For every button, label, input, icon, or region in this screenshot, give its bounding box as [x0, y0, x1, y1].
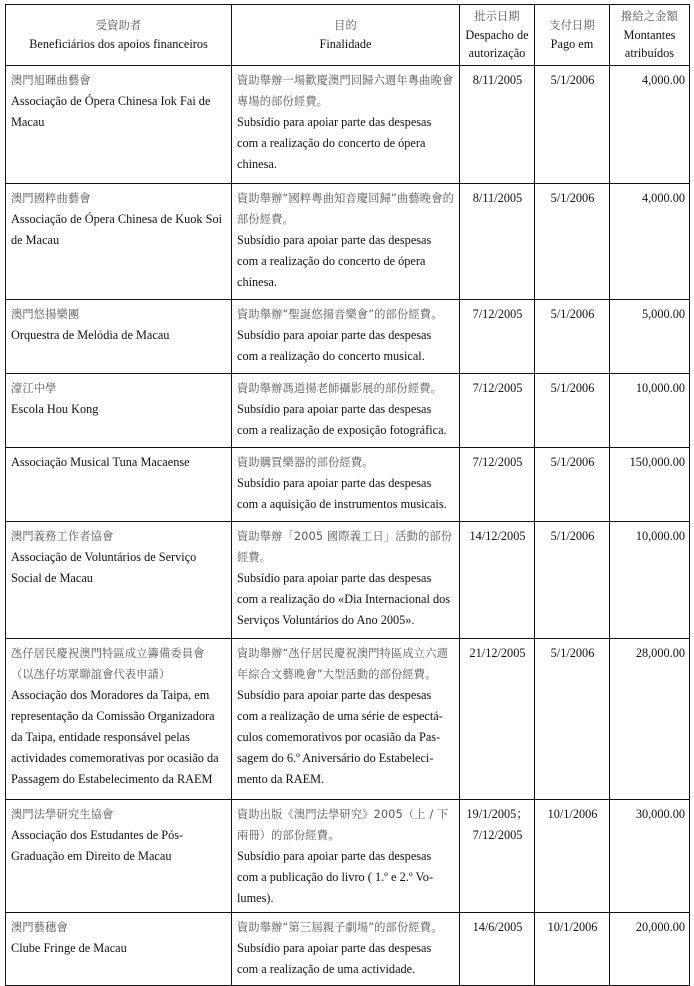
purpose-cell: [232, 66, 460, 184]
purpose-pt: Subsídio para apoiar parte das despesas com a publicação do livro ( 1.º e 2.º Volumes).: [237, 849, 434, 905]
table-row: [6, 913, 690, 986]
purpose-cell: [232, 300, 460, 374]
purpose-zh: 資助購買樂器的部份經費。: [237, 456, 374, 469]
purpose-pt: Subsídio para apoiar parte das despesas com a realização de uma série de espectáculos comemorativos por ocasião da Passagem do 6.º Aniversário do Estabelecimento da RAEM.: [237, 688, 443, 786]
purpose-zh: 資助舉辦“第三屆親子劇場”的部份經費。: [237, 921, 443, 934]
amount-cell: 30,000.00: [610, 800, 690, 913]
beneficiary-pt: Escola Hou Kong: [11, 402, 99, 416]
purpose-zh: 資助舉辦“聖誕悠揚音樂會”的部份經費。: [237, 308, 443, 321]
purpose-pt: Subsídio para apoiar parte das despesas com a aquisição de instrumentos musicais.: [237, 476, 447, 511]
purpose-zh: 資助舉辦「2005 國際義工日」活動的部份經費。: [237, 530, 453, 564]
table-row: [6, 66, 690, 184]
beneficiary-zh: 澳門旭暉曲藝會: [11, 74, 91, 87]
purpose-cell: [232, 522, 460, 639]
beneficiary-zh: 澳門藝穗會: [11, 921, 68, 934]
amount-cell: 5,000.00: [610, 300, 690, 374]
amount-cell: 4,000.00: [610, 184, 690, 300]
paid-on-cell: 5/1/2006: [535, 374, 610, 448]
purpose-zh: 資助舉辦一場歡慶澳門回歸六週年粵曲晚會專場的部份經費。: [237, 74, 454, 108]
beneficiary-zh: 澳門義務工作者協會: [11, 530, 114, 543]
header-row: [6, 5, 690, 66]
header-paid-on: [535, 5, 610, 66]
beneficiary-zh: 澳門國粹曲藝會: [11, 192, 91, 205]
table-row: [6, 374, 690, 448]
paid-on-cell: 5/1/2006: [535, 639, 610, 800]
header-amount-pt: Montantes atribuídos: [623, 28, 676, 60]
header-authorization-date: [460, 5, 535, 66]
table-row: [6, 800, 690, 913]
paid-on-cell: 5/1/2006: [535, 300, 610, 374]
purpose-cell: [232, 639, 460, 800]
paid-on-cell: 5/1/2006: [535, 184, 610, 300]
header-amount: [610, 5, 690, 66]
beneficiary-pt: Associação de Ópera Chinesa Iok Fai de Macau: [11, 94, 211, 129]
purpose-cell: [232, 374, 460, 448]
table-row: [6, 522, 690, 639]
purpose-pt: Subsídio para apoiar parte das despesas com a realização de uma actividade.: [237, 941, 432, 976]
amount-cell: 20,000.00: [610, 913, 690, 986]
beneficiary-cell: [6, 800, 232, 913]
beneficiary-cell: [6, 374, 232, 448]
beneficiary-pt: Associação dos Moradores da Taipa, em representação da Comissão Organizadora da Taipa, entidade responsável pelas actividades comemorativas por ocasião da Passagem do Estabelecimento da RAEM: [11, 688, 219, 786]
paid-on-cell: 5/1/2006: [535, 66, 610, 184]
purpose-zh: 資助舉辦馮道揚老師攝影展的部份經費。: [237, 382, 442, 395]
amount-cell: 150,000.00: [610, 448, 690, 522]
header-beneficiary-zh: 受資助者: [95, 19, 142, 32]
beneficiary-pt: Associação dos Estudantes de Pós-Graduação em Direito de Macau: [11, 828, 184, 863]
beneficiary-zh-note: （以氹仔坊眾聯誼會代表申請）: [11, 668, 171, 681]
authorization-date-cell: 7/12/2005: [460, 448, 535, 522]
header-beneficiary-pt: Beneficiários dos apoios financeiros: [29, 37, 208, 51]
paid-on-cell: 10/1/2006: [535, 800, 610, 913]
beneficiary-pt: Clube Fringe de Macau: [11, 941, 127, 955]
authorization-date-cell: 8/11/2005: [460, 66, 535, 184]
amount-cell: 28,000.00: [610, 639, 690, 800]
header-authorization-date-pt: Despacho de autorização: [465, 28, 529, 60]
purpose-pt: Subsídio para apoiar parte das despesas com a realização de exposição fotográfica.: [237, 402, 447, 437]
beneficiary-cell: [6, 913, 232, 986]
authorization-date-cell: 8/11/2005: [460, 184, 535, 300]
header-purpose-zh: 目的: [334, 19, 357, 32]
header-amount-zh: 撥給之金額: [621, 10, 678, 23]
purpose-pt: Subsídio para apoiar parte das despesas com a realização do concerto musical.: [237, 328, 432, 363]
paid-on-cell: 5/1/2006: [535, 522, 610, 639]
amount-cell: 4,000.00: [610, 66, 690, 184]
header-paid-on-zh: 支付日期: [549, 19, 595, 32]
header-beneficiary: [6, 5, 232, 66]
header-purpose-pt: Finalidade: [319, 37, 372, 51]
authorization-date-cell: 14/6/2005: [460, 913, 535, 986]
beneficiary-zh: 氹仔居民慶祝澳門特區成立籌備委員會: [11, 647, 205, 660]
authorization-date-cell: 7/12/2005: [460, 300, 535, 374]
authorization-date-cell: 21/12/2005: [460, 639, 535, 800]
purpose-cell: [232, 913, 460, 986]
purpose-pt: Subsídio para apoiar parte das despesas com a realização do concerto de ópera chinesa.: [237, 233, 432, 289]
purpose-cell: [232, 184, 460, 300]
amount-cell: 10,000.00: [610, 522, 690, 639]
beneficiary-cell: [6, 66, 232, 184]
beneficiary-pt: Associação Musical Tuna Macaense: [11, 455, 190, 469]
grants-table: [5, 4, 690, 986]
table-row: [6, 448, 690, 522]
purpose-zh: 資助出版《澳門法學研究》2005（上 / 下兩冊）的部份經費。: [237, 808, 449, 842]
header-paid-on-pt: Pago em: [550, 37, 594, 51]
beneficiary-cell: [6, 300, 232, 374]
beneficiary-cell: [6, 522, 232, 639]
beneficiary-zh: 澳門法學研究生協會: [11, 808, 114, 821]
purpose-pt: Subsídio para apoiar parte das despesas com a realização do concerto de ópera chinesa.: [237, 115, 432, 171]
beneficiary-pt: Associação de Voluntários de Serviço Social de Macau: [11, 550, 197, 585]
header-purpose: [232, 5, 460, 66]
purpose-zh: 資助舉辦“國粹粵曲知音慶回歸”曲藝晚會的部份經費。: [237, 192, 454, 226]
table-row: [6, 184, 690, 300]
paid-on-cell: 10/1/2006: [535, 913, 610, 986]
purpose-zh: 資助舉辦“氹仔居民慶祝澳門特區成立六週年綜合文藝晚會”大型活動的部份經費。: [237, 647, 448, 681]
table-row: [6, 300, 690, 374]
purpose-cell: [232, 800, 460, 913]
paid-on-cell: 5/1/2006: [535, 448, 610, 522]
authorization-date-cell: 19/1/2005； 7/12/2005: [460, 800, 535, 913]
beneficiary-zh: 澳門悠揚樂團: [11, 308, 80, 321]
beneficiary-cell: [6, 184, 232, 300]
authorization-date-cell: 7/12/2005: [460, 374, 535, 448]
authorization-date-cell: 14/12/2005: [460, 522, 535, 639]
beneficiary-pt: Orquestra de Melódia de Macau: [11, 328, 170, 342]
purpose-cell: [232, 448, 460, 522]
beneficiary-zh: 濠江中學: [11, 382, 57, 395]
header-authorization-date-zh: 批示日期: [474, 10, 520, 23]
beneficiary-cell: [6, 448, 232, 522]
beneficiary-pt: Associação de Ópera Chinesa de Kuok Soi de Macau: [11, 212, 223, 247]
beneficiary-cell: [6, 639, 232, 800]
purpose-pt: Subsídio para apoiar parte das despesas com a realização do «Dia Internacional dos Serviços Voluntários do Ano 2005».: [237, 571, 451, 627]
table-row: [6, 639, 690, 800]
amount-cell: 10,000.00: [610, 374, 690, 448]
